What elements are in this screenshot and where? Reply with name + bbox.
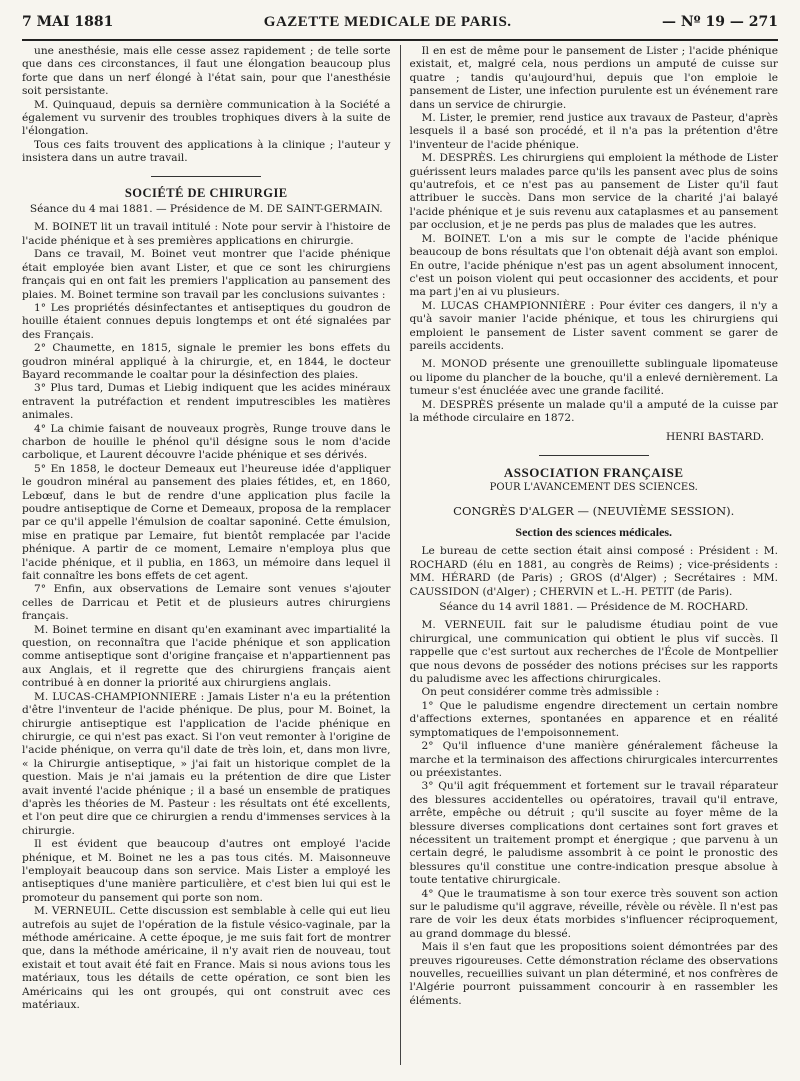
- section-title: Section des sciences médicales.: [515, 525, 673, 539]
- paragraph: M. VERNEUIL fait sur le paludisme étudiau point de vue chirurgical, une communication qui obtient le plus vif succès. Il rappelle que c'est surtout aux recherches de l'École de Montpellier que nous devons de posséder des notions précises sur les rapports du paludisme avec les affections chirurgicales.: [409, 619, 778, 686]
- signature: HENRI BASTARD.: [665, 431, 764, 444]
- section-title: SOCIÉTÉ DE CHIRURGIE: [124, 185, 288, 200]
- paragraph: une anesthésie, mais elle cesse assez rapidement ; de telle sorte que dans ces circonstances, il faut une élongation beaucoup plus forte que dans un nerf élongé à l'état sain, pour que l'anesthésie soit persistante.: [22, 45, 391, 98]
- paragraph: M. LUCAS-CHAMPIONNIERE : Jamais Lister n'a eu la prétention d'être l'inventeur de l'acide phénique. De plus, pour M. Boinet, la chirurgie antiseptique est l'application de l'acide phénique en chirurgie, ce qui n'est pas exact. Si l'on veut remonter à l'origine de l'acide phénique, on verra qu'il date de très loin, et, dans mon livre, « la Chirurgie antiseptique, » j'ai fait un historique complet de la question. Mais je n'ai jamais eu la prétention de dire que Lister avait inventé l'acide phénique ; il a basé un ensemble de pratiques d'après les théories de M. Pasteur : les résultats ont été excellents, et l'on peut dire que ce chirurgien a rendu d'immenses services à la chirurgie.: [22, 690, 391, 837]
- left-column: [22, 45, 401, 1065]
- paragraph: Il est évident que beaucoup d'autres ont employé l'acide phénique, et M. Boinet ne les a pas tous cités. M. Maisonneuve l'employait beaucoup dans son service. Mais Lister a employé les antiseptiques d'une manière particulière, et c'est bien lui qui est le promoteur du pansement qui porte son nom.: [22, 838, 391, 904]
- paragraph: Il en est de même pour le pansement de Lister ; l'acide phénique existait, et, malgré cela, nous perdions un amputé de cuisse sur quatre ; tandis qu'aujourd'hui, depuis que l'on emploie le pansement de Lister, une infection purulente est un événement rare dans un service de chirurgie.: [409, 45, 778, 111]
- header-issue: — Nº 19 — 271: [661, 14, 778, 30]
- paragraph: 3° Plus tard, Dumas et Liebig indiquent que les acides minéraux entravent la putréfaction et rendent imputrescibles les matières animales.: [22, 382, 391, 422]
- paragraph: M. MONOD présente une grenouillette sublinguale lipomateuse ou lipome du plancher de la bouche, qu'il a enlevé dernièrement. La tumeur s'est énucléée avec une grande facilité.: [409, 358, 778, 398]
- divider: [539, 455, 649, 456]
- paragraph: M. Lister, le premier, rend justice aux travaux de Pasteur, d'après lesquels il a basé son procédé, et il n'a pas la prétention d'être l'inventeur de l'acide phénique.: [409, 112, 778, 151]
- paragraph: M. DESPRÈS. Les chirurgiens qui emploient la méthode de Lister guérissent leurs malades parce qu'ils les pansent avec plus de soins qu'autrefois, et ce n'est pas au pansement de Lister qu'il faut attribuer le succès. Dans mon service de la charité j'ai balayé l'acide phénique et je suis revenu aux cataplasmes et au pansement par occlusion, et je ne perds pas plus de malades que les autres.: [409, 152, 778, 232]
- seance-line: Séance du 4 mai 1881. — Présidence de M. DE SAINT-GERMAIN.: [29, 203, 383, 216]
- paragraph: M. LUCAS CHAMPIONNIÈRE : Pour éviter ces dangers, il n'y a qu'à savoir manier l'acide phénique, et tous les chirurgiens qui emploient le pansement de Lister savent comment se garer de pareils accidents.: [409, 299, 778, 352]
- paragraph: M. VERNEUIL. Cette discussion est semblable à celle qui eut lieu autrefois au sujet de l'opération de la fistule vésico-vaginale, par la méthode américaine. A cette époque, je me suis fait fort de montrer que, dans la méthode américaine, il n'y avait rien de nouveau, tout existait et tout avait été fait en France. Mais si nous avions tous les matériaux, tous les détails de cette opération, ce sont bien les Américains qui les ont groupés, qui ont construit avec ces matériaux.: [22, 905, 391, 1012]
- paragraph: M. BOINET. L'on a mis sur le compte de l'acide phénique beaucoup de bons résultats que l'on obtenait déjà avant son emploi. En outre, l'acide phénique n'est pas un agent absolument innocent, c'est un poison violent qui peut occasionner des accidents, et pour ma part j'en ai vu plusieurs.: [409, 232, 778, 299]
- paragraph: M. Boinet termine en disant qu'en examinant avec impartialité la question, on reconnaîtra que l'acide phénique et son application comme antiseptique sont d'origine française et n'appartiennent pas aux Anglais, et il regrette que des chirurgiens français aient contribué à en donner la priorité aux chirurgiens anglais.: [22, 623, 391, 690]
- paragraph: 2° Chaumette, en 1815, signale le premier les bons effets du goudron minéral appliqué à la chirurgie, et, en 1844, le docteur Bayard recommande le coaltar pour la désinfection des plaies.: [22, 342, 391, 381]
- association-subtitle: POUR L'AVANCEMENT DES SCIENCES.: [489, 482, 698, 494]
- paragraph: 3° Qu'il agit fréquemment et fortement sur le travail réparateur des blessures accidentelles ou opératoires, travail qu'il entrave, arrête, empêche ou détruit ; qu'il suscite au foyer même de la blessure diverses complications dont certaines sont fort graves et nécessitent un traitement prompt et énergique ; que parvenu à un certain degré, le paludisme assombrit à ce point le pronostic des blessures qu'il constitue une contre-indication presque absolue à toute tentative chirurgicale.: [409, 780, 778, 887]
- paragraph: 1° Les propriétés désinfectantes et antiseptiques du goudron de houille étaient connues depuis longtemps et ont été signalées par des Français.: [22, 301, 391, 341]
- paragraph: M. DESPRÈS présente un malade qu'il a amputé de la cuisse par la méthode circulaire en 1872.: [409, 398, 778, 424]
- header-title: GAZETTE MEDICALE DE PARIS.: [263, 14, 512, 30]
- paragraph: 4° Que le traumatisme à son tour exerce très souvent son action sur le paludisme qu'il aggrave, réveille, révèle ou révèle. Il n'est pas rare de voir les deux états morbides s'influencer réciproquement, au grand dommage du blessé.: [409, 887, 778, 940]
- association-title: ASSOCIATION FRANÇAISE: [503, 464, 684, 480]
- right-column: [401, 45, 779, 1065]
- columns: [22, 45, 778, 1065]
- congres-line: CONGRÈS D'ALGER — (NEUVIÈME SESSION).: [453, 503, 735, 518]
- paragraph: Tous ces faits trouvent des applications à la clinique ; l'auteur y insistera dans un autre travail.: [22, 138, 391, 165]
- paragraph: M. Quinquaud, depuis sa dernière communication à la Société a également vu survenir des troubles trophiques divers à la suite de l'élongation.: [22, 98, 391, 138]
- paragraph: Mais il s'en faut que les propositions soient démontrées par des preuves rigoureuses. Cette démonstration réclame des observations nouvelles, recueillies suivant un plan déterminé, et nos confrères de l'Algérie pourront puissamment concourir à en rassembler les éléments.: [409, 941, 778, 1007]
- masthead: [22, 14, 778, 41]
- divider: [151, 176, 261, 177]
- paragraph: 2° Qu'il influence d'une manière généralement fâcheuse la marche et la terminaison des affections chirurgicales intercurrentes ou préexistantes.: [409, 740, 778, 779]
- paragraph: 7° Enfin, aux observations de Lemaire sont venues s'ajouter celles de Darricau et Petit et de plusieurs autres chirurgiens français.: [22, 583, 391, 623]
- header-date: 7 MAI 1881: [22, 14, 114, 30]
- paragraph: Le bureau de cette section était ainsi composé : Président : M. ROCHARD (élu en 1881, au congrès de Reims) ; vice-présidents : MM. HÉRARD (de Paris) ; GROS (d'Alger) ; Secrétaires : MM. CAUSSIDON (d'Alger) ; CHERVIN et L.-H. PETIT (de Paris).: [409, 545, 778, 598]
- paragraph: 5° En 1858, le docteur Demeaux eut l'heureuse idée d'appliquer le goudron minéral au pansement des plaies fétides, et, en 1860, Lebœuf, dans le but de rendre d'une application plus facile la poudre antiseptique de Corne et Demeaux, proposa de la remplacer par ce qu'il appelle l'émulsion de coaltar saponiné. Cette émulsion, mise en pratique par Lemaire, fut bientôt remplacée par l'acide phénique. A partir de ce moment, Lemaire n'employa plus que l'acide phénique, et il publia, en 1863, un mémoire dans lequel il fait connaître les bons effets de cet agent.: [22, 462, 391, 583]
- paragraph: Dans ce travail, M. Boinet veut montrer que l'acide phénique était employée bien avant Lister, et que ce sont les chirurgiens français qui en ont fait les premiers l'application au pansement des plaies. M. Boinet termine son travail par les conclusions suivantes :: [22, 248, 391, 301]
- paragraph: M. BOINET lit un travail intitulé : Note pour servir à l'histoire de l'acide phénique et à ses premières applications en chirurgie.: [22, 221, 391, 247]
- paragraph: 4° La chimie faisant de nouveaux progrès, Runge trouve dans le charbon de houille le phénol qu'il désigne sous le nom d'acide carbolique, et Laurent découvre l'acide phénique et ses dérivés.: [22, 422, 391, 462]
- paragraph: 1° Que le paludisme engendre directement un certain nombre d'affections externes, spontanées en apparence et en réalité symptomatiques de l'empoisonnement.: [409, 699, 778, 739]
- seance-line: Séance du 14 avril 1881. — Présidence de M. ROCHARD.: [439, 601, 749, 614]
- paragraph: On peut considérer comme très admissible :: [421, 686, 660, 699]
